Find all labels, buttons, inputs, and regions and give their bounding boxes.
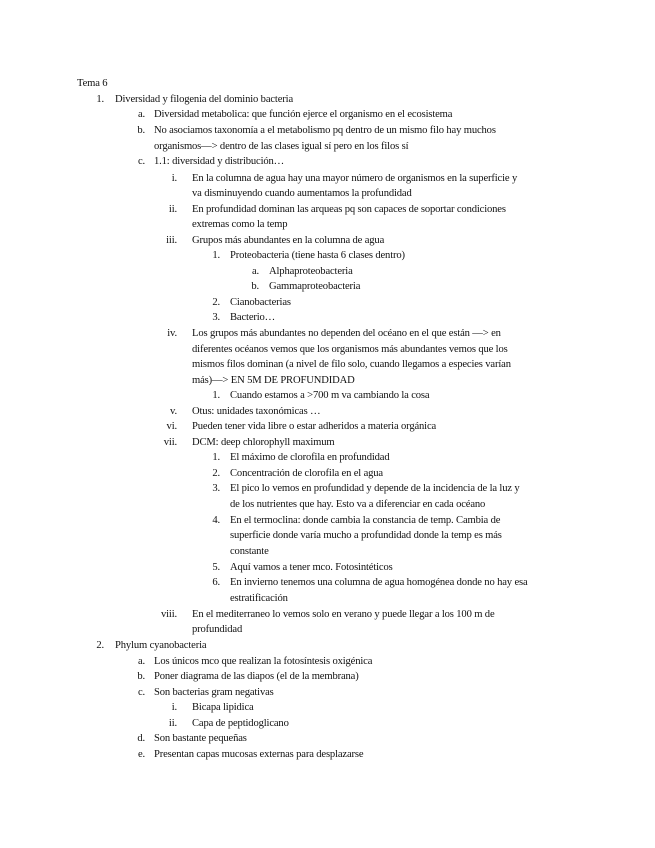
document-title: Tema 6 <box>77 78 108 89</box>
list-item: Aquí vamos a tener mco. Fotosintéticos <box>230 562 393 573</box>
list-number: 6. <box>212 577 220 588</box>
list-item: Son bastante pequeñas <box>154 733 247 744</box>
list-item: Poner diagrama de las diapos (el de la membrana) <box>154 671 359 682</box>
list-marker: iii. <box>166 235 177 246</box>
list-marker: i. <box>171 702 177 713</box>
list-item: Otus: unidades taxonómicas … <box>192 406 321 417</box>
list-number: 2. <box>212 297 220 308</box>
list-item-continuation: extremas como la temp <box>192 219 288 230</box>
list-item: El máximo de clorofila en profundidad <box>230 452 390 463</box>
list-marker: viii. <box>160 609 177 620</box>
list-item: En el mediterraneo lo vemos solo en verano y puede llegar a los 100 m de <box>192 609 495 620</box>
list-number: 1. <box>96 94 104 105</box>
list-item-continuation: organismos—> dentro de las clases igual sí pero en los filos sí <box>154 141 409 152</box>
list-item: Alphaproteobacteria <box>269 266 353 277</box>
list-marker: b. <box>137 671 145 682</box>
list-marker: b. <box>137 125 145 136</box>
list-marker: a. <box>251 266 259 277</box>
list-marker: a. <box>137 109 145 120</box>
list-item-continuation: mismos filos dominan (a nivel de filo solo, cuando llegamos a especies varían <box>192 359 511 370</box>
list-item: En invierno tenemos una columna de agua homogénea donde no hay esa <box>230 577 528 588</box>
list-marker: e. <box>137 749 145 760</box>
list-item: Presentan capas mucosas externas para desplazarse <box>154 749 364 760</box>
list-number: 1. <box>212 452 220 463</box>
list-marker: c. <box>137 156 145 167</box>
list-item: No asociamos taxonomía a el metabolismo pq dentro de un mismo filo hay muchos <box>154 125 496 136</box>
list-item-continuation: va disminuyendo cuando aumentamos la profundidad <box>192 188 412 199</box>
list-item-continuation: constante <box>230 546 269 557</box>
list-item-continuation: más)—> EN 5M DE PROFUNDIDAD <box>192 375 355 386</box>
list-item: Bacterio… <box>230 312 276 323</box>
list-marker: ii. <box>168 204 177 215</box>
list-item: Los grupos más abundantes no dependen del océano en el que están —> en <box>192 328 501 339</box>
list-item-continuation: de los nutrientes que hay. Esto va a diferenciar en cada océano <box>230 499 486 510</box>
list-item: 1.1: diversidad y distribución… <box>154 156 285 167</box>
list-item: Son bacterias gram negativas <box>154 687 274 698</box>
list-item: El pico lo vemos en profundidad y depende de la incidencia de la luz y <box>230 483 520 494</box>
list-item: Cuando estamos a >700 m va cambiando la cosa <box>230 390 430 401</box>
list-item: Los únicos mco que realizan la fotosíntesis oxigénica <box>154 656 373 667</box>
list-item: Diversidad metabolica: que función ejerce el organismo en el ecosistema <box>154 109 453 120</box>
list-marker: vii. <box>163 437 177 448</box>
section-heading: Diversidad y filogenia del dominio bacteria <box>115 94 293 105</box>
list-item: Cianobacterias <box>230 297 291 308</box>
list-marker: c. <box>137 687 145 698</box>
list-item: Grupos más abundantes en la columna de agua <box>192 235 385 246</box>
list-item: Concentración de clorofila en el agua <box>230 468 383 479</box>
list-number: 3. <box>212 312 220 323</box>
list-item: Pueden tener vida libre o estar adheridos a materia orgánica <box>192 421 437 432</box>
list-marker: b. <box>251 281 259 292</box>
list-item: DCM: deep chlorophyll maximum <box>192 437 335 448</box>
list-item-continuation: estratificación <box>230 593 288 604</box>
list-item: Proteobacteria (tiene hasta 6 clases dentro) <box>230 250 405 261</box>
list-number: 5. <box>212 562 220 573</box>
list-item: Capa de peptidoglicano <box>192 718 289 729</box>
list-item: Bicapa lipidica <box>192 702 254 713</box>
list-number: 3. <box>212 483 220 494</box>
list-marker: ii. <box>168 718 177 729</box>
section-heading: Phylum cyanobacteria <box>115 640 207 651</box>
list-item: En el termoclina: donde cambia la constancia de temp. Cambia de <box>230 515 501 526</box>
list-item-continuation: superficie donde varía mucho a profundidad donde la temp es más <box>230 530 502 541</box>
list-marker: iv. <box>167 328 177 339</box>
list-item-continuation: diferentes océanos vemos que los organismos más abundantes vemos que los <box>192 344 508 355</box>
list-item: En la columna de agua hay una mayor número de organismos en la superficie y <box>192 173 518 184</box>
list-item: En profundidad dominan las arqueas pq son capaces de soportar condiciones <box>192 204 506 215</box>
list-number: 4. <box>212 515 220 526</box>
list-marker: vi. <box>166 421 177 432</box>
list-item: Gammaproteobacteria <box>269 281 361 292</box>
list-marker: a. <box>137 656 145 667</box>
list-number: 1. <box>212 390 220 401</box>
list-number: 1. <box>212 250 220 261</box>
list-marker: d. <box>137 733 145 744</box>
list-item-continuation: profundidad <box>192 624 243 635</box>
list-marker: v. <box>170 406 177 417</box>
list-number: 2. <box>212 468 220 479</box>
list-marker: i. <box>171 173 177 184</box>
list-number: 2. <box>96 640 104 651</box>
